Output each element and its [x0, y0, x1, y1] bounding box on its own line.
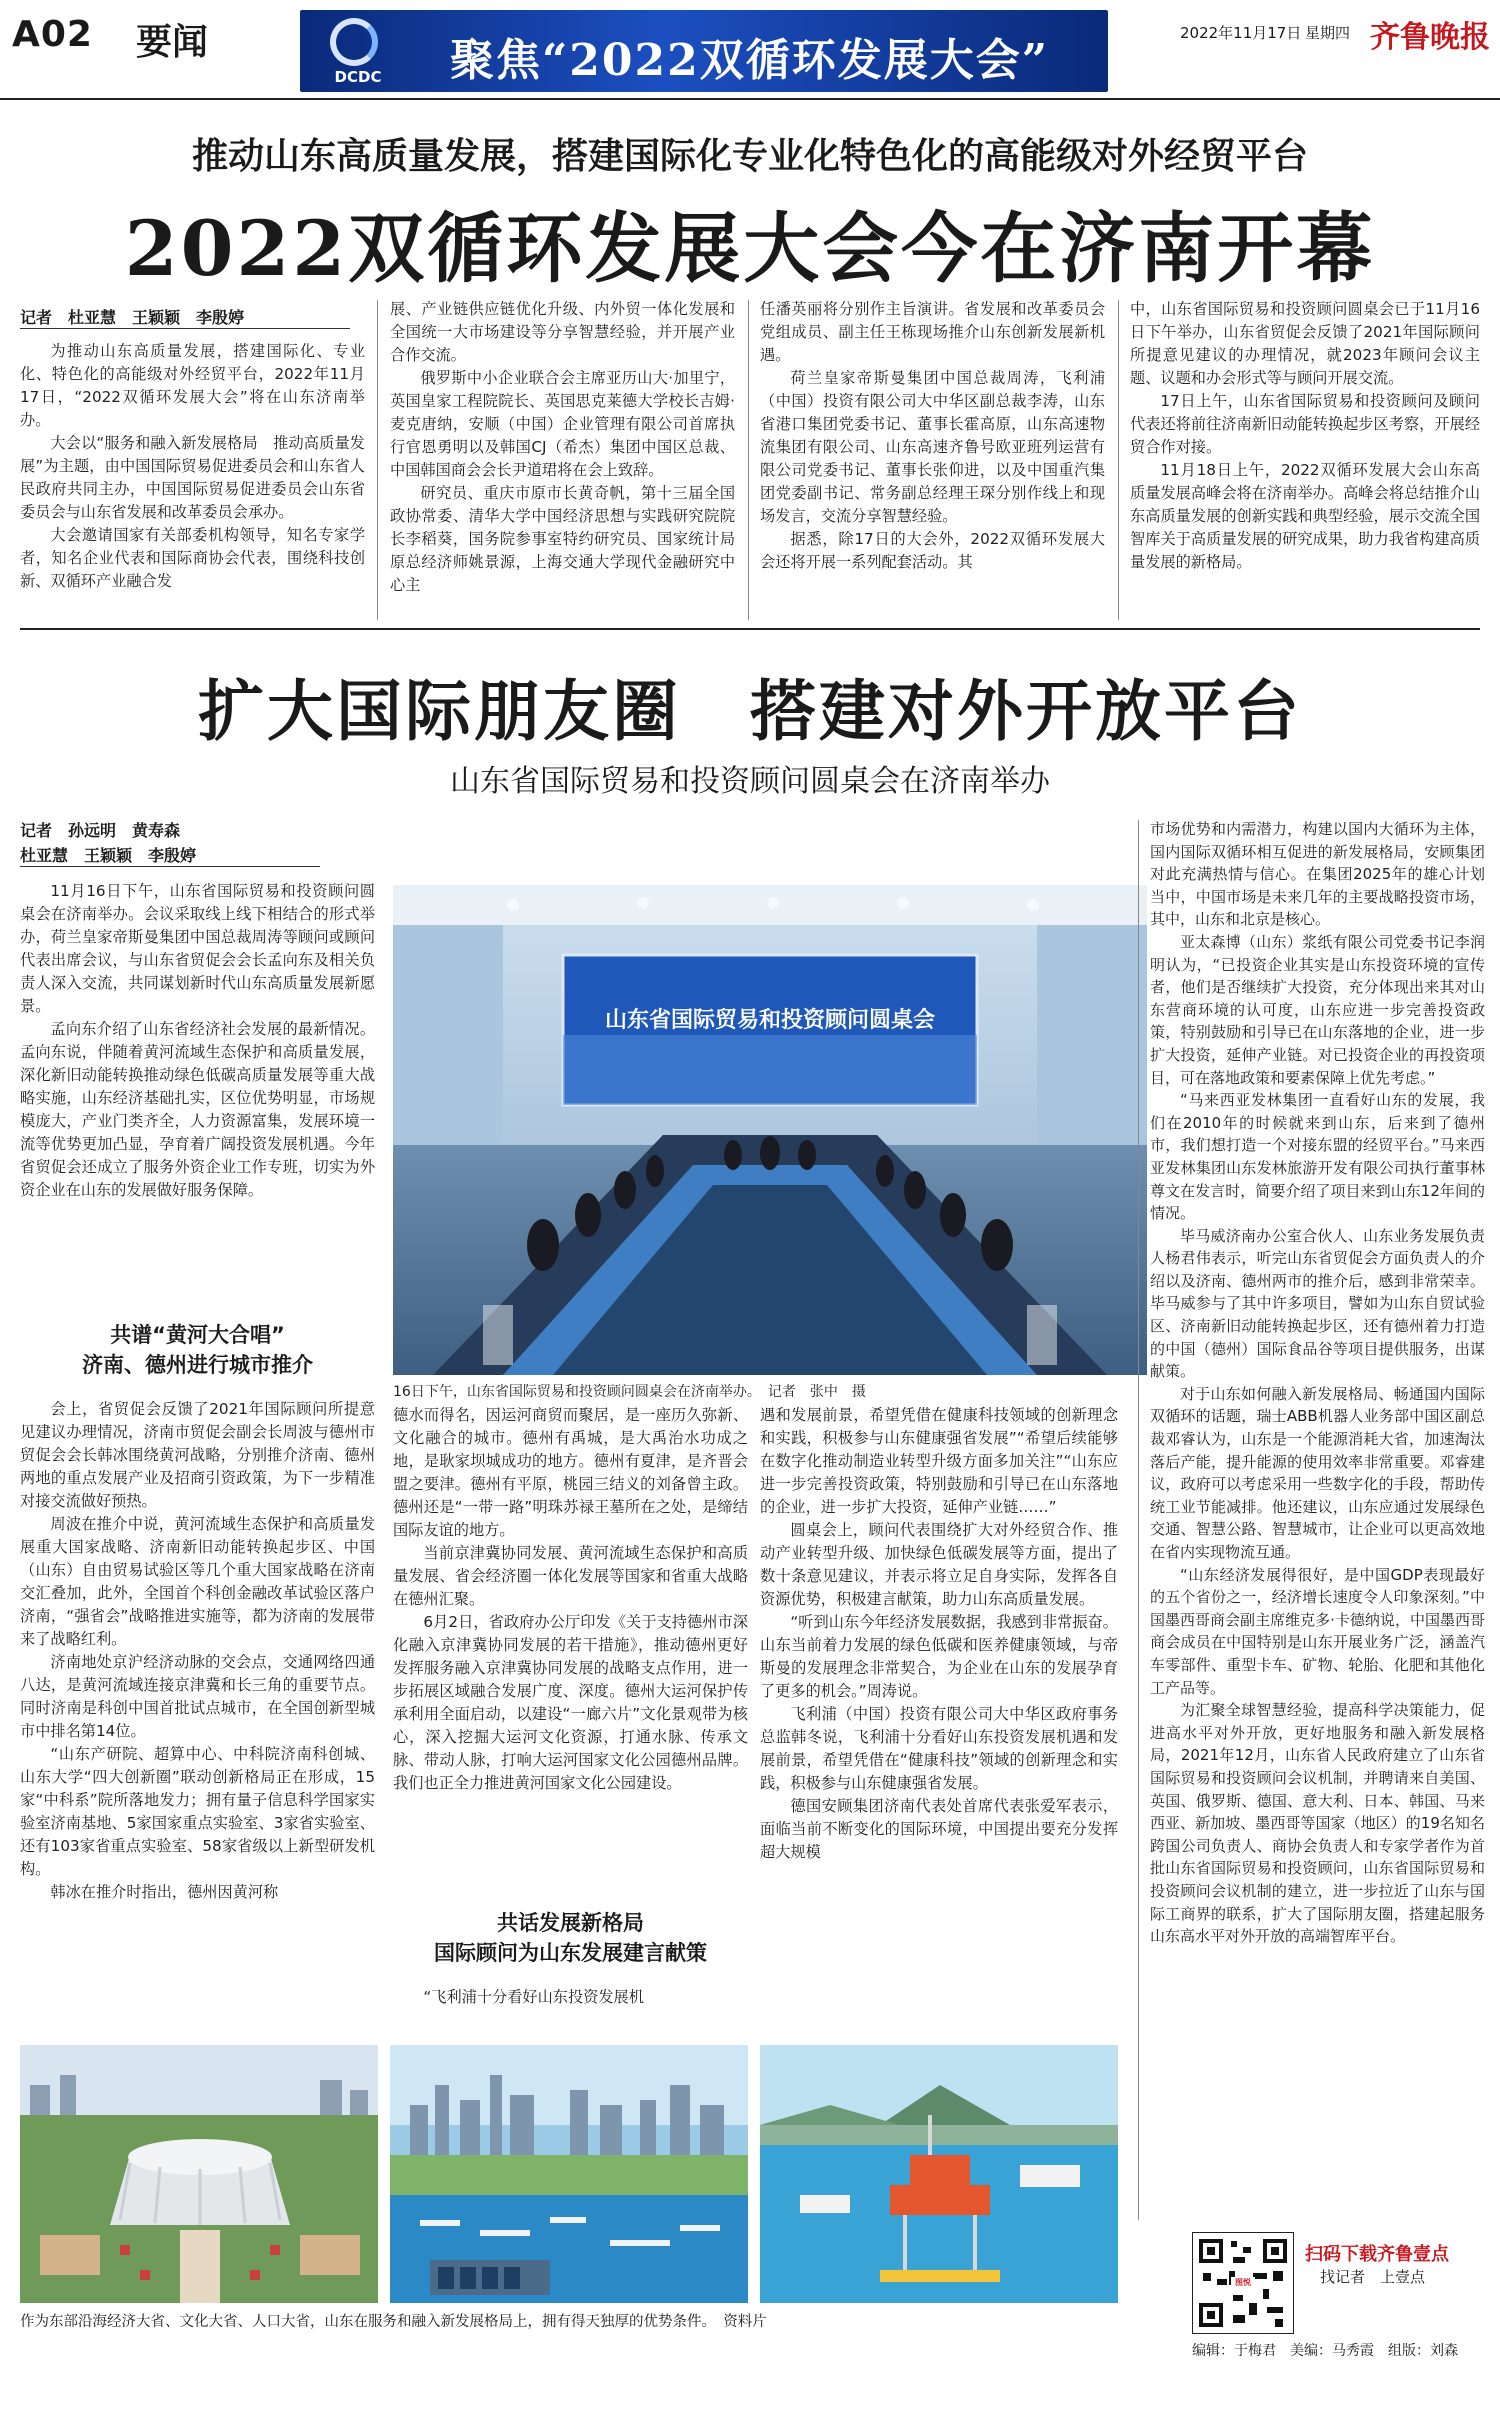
paragraph: 周波在推介中说，黄河流域生态保护和高质量发展重大国家战略、济南新旧动能转换起步区、中国（山东）自由贸易试验区等几个重大国家战略在济南交汇叠加，此外，全国首个科创金融改革试验区落户济南，“强省会”战略推进实施等，都为济南的发展带来了战略红利。: [20, 1515, 375, 1648]
issue-date: 2022年11月17日: [1180, 24, 1302, 42]
paragraph: 为汇聚全球智慧经验，提高科学决策能力，促进高水平对外开放，更好地服务和融入新发展格局，2021年12月，山东省人民政府建立了山东省国际贸易和投资顾问会议机制，并聘请来自美国、英国、俄罗斯、德国、意大利、日本、韩国、马来西亚、新加坡、墨西哥等国家（地区）的19名知名跨国公司负责人、商协会负责人和专家学者作为首批山东省国际贸易和投资顾问，山东省国际贸易和投资顾问会议机制的建立，进一步拉近了山东与国际工商界的联系，扩大了国际朋友圈，搭建起服务山东高水平对外开放的高端智库平台。: [1150, 1701, 1485, 1946]
editor-credits: 编辑：于梅君 美编：马秀霞 组版：刘森: [1192, 2343, 1458, 2359]
qr-subtitle: 找记者 上壹点: [1320, 2268, 1426, 2286]
paragraph: “马来西亚发林集团一直看好山东的发展，我们在2010年的时候就来到山东，后来到了德州市，我们想打造一个对接东盟的经贸平台。”马来西亚发林集团山东发林旅游开发有限公司执行董事林尊文在发言时，简要介绍了项目来到山东12年间的情况。: [1150, 1091, 1485, 1223]
paragraph: 任潘英丽将分别作主旨演讲。省发展和改革委员会党组成员、副主任王栋现场推介山东创新发展新机遇。: [760, 300, 1105, 364]
paragraph: 大会以“服务和融入新发展格局 推动高质量发展”为主题，由中国国际贸易促进委员会和山东省人民政府共同主办，中国国际贸易促进委员会山东省委员会与山东省发展和改革委员会承办。: [20, 434, 365, 521]
paragraph: “山东产研院、超算中心、中科院济南科创城、山东大学“四大创新圈”联动创新格局正在形成，15家“中科系”院所落地发力；拥有量子信息科学国家实验室济南基地、5家国家重点实验室、3家省实验室、还有103家省重点实验室、58家省级以上新型研发机构。: [20, 1745, 375, 1878]
paragraph: 为推动山东高质量发展，搭建国际化、专业化、特色化的高能级对外经贸平台，2022年11月17日，“2022双循环发展大会”将在山东济南举办。: [20, 342, 365, 429]
paragraph: 11月18日上午，2022双循环发展大会山东高质量发展高峰会将在济南举办。高峰会将总结推介山东高质量发展的创新实践和典型经验，展示交流全国智库关于高质量发展的研究成果，助力我省构建高质量发展的新格局。: [1130, 461, 1480, 571]
paragraph: 德国安顾集团济南代表处首席代表张爱军表示，面临当前不断变化的国际环境，中国提出要充分发挥超大规模: [760, 1797, 1118, 1861]
article1-byline: 记者 杜亚慧 王颖颖 李殷婷: [20, 308, 245, 327]
photo-caption: 16日下午，山东省国际贸易和投资顾问圆桌会在济南举办。 记者 张中 摄: [393, 1384, 866, 1400]
article2-column-2-bottom: [393, 1404, 748, 1795]
column-divider: [748, 300, 749, 620]
paragraph: 市场优势和内需潜力，构建以国内大循环为主体，国内国际双循环相互促进的新发展格局，安顾集团对此充满热情与信心。在集团2025年的雄心计划当中，中国市场是未来几年的主要战略投资市场，其中，山东和北京是核心。: [1150, 820, 1485, 929]
article2-column-4: [1150, 818, 1485, 1948]
byline-underline: [20, 328, 350, 329]
paragraph: 德水而得名，因运河商贸而聚居，是一座历久弥新、文化融合的城市。德州有禹城，是大禹治水功成之地，是耿家坝城成功的地方。德州有夏津，是齐晋会盟之要津。德州有平原，桃园三结义的刘备曾主政。德州还是“一带一路”明珠苏禄王墓所在之处，是缔结国际友谊的地方。: [393, 1406, 748, 1539]
paragraph: 俄罗斯中小企业联合会主席亚历山大·加里宁，英国皇家工程院院长、英国思克莱德大学校长吉姆·麦克唐纳，安顺（中国）企业管理有限公司首席执行官恩勇明以及韩国CJ（希杰）集团中国区总裁、中国韩国商会会长尹道珺将在会上致辞。: [390, 369, 735, 479]
subhead-2-line-1: 共话发展新格局: [497, 1911, 644, 1935]
page-number: A02: [12, 14, 93, 55]
article2-title: 扩大国际朋友圈 搭建对外开放平台: [198, 672, 1302, 750]
paragraph: 会上，省贸促会反馈了2021年国际顾问所提意见建议办理情况，济南市贸促会副会长周波与德州市贸促会会长韩冰围绕黄河战略，分别推介济南、德州两地的重点发展产业及招商引资政策，为下一步精准对接交流做好预热。: [20, 1400, 375, 1510]
screen-title: 山东省国际贸易和投资顾问圆桌会: [604, 1008, 935, 1033]
dcdc-logo-text: DCDC: [334, 68, 382, 86]
article1-column-3: [760, 298, 1105, 574]
paragraph: 中，山东省国际贸易和投资顾问圆桌会已于11月16日下午举办，山东省贸促会反馈了2021年国际顾问所提意见建议的办理情况，就2023年顾问会议主题、议题和办会形式等与顾问开展交流。: [1130, 300, 1480, 387]
bottom-photo-caption: 作为东部沿海经济大省、文化大省、人口大省，山东在服务和融入新发展格局上，拥有得天独厚的优势条件。 资料片: [20, 2314, 767, 2330]
paragraph: 孟向东介绍了山东省经济社会发展的最新情况。孟向东说，伴随着黄河流域生态保护和高质量发展，深化新旧动能转换推动绿色低碳高质量发展等重大战略实施，山东经济基础扎实，区位优势明显，市场规模庞大，产业门类齐全，人力资源富集，发展环境一流等优势更加凸显，孕育着广阔投资发展机遇。今年省贸促会还成立了服务外资企业工作专班，切实为外资企业在山东的发展做好服务保障。: [20, 1020, 375, 1199]
roundtable-photo: [393, 885, 1147, 1375]
paragraph: 韩冰在推介时指出，德州因黄河称: [50, 1883, 279, 1901]
coastal-city-graphic: [390, 2045, 748, 2303]
banner-title: 聚焦“2022双循环发展大会”: [450, 35, 1050, 86]
qr-center-label: 图悦: [1235, 2278, 1251, 2287]
article2-column-1-top: [20, 880, 375, 1202]
paragraph: 大会邀请国家有关部委机构领导，知名专家学者，知名企业代表和国际商协会代表，围绕科技创新、双循环产业融合发: [20, 526, 365, 590]
stadium-aerial-photo: [20, 2045, 378, 2303]
article1-column-2: [390, 298, 735, 597]
byline-underline: [20, 866, 320, 867]
qr-title: 扫码下载齐鲁壹点: [1305, 2244, 1449, 2265]
header-divider: [0, 98, 1500, 100]
coastal-city-photo: [390, 2045, 748, 2303]
paragraph: 6月2日，省政府办公厅印发《关于支持德州市深化融入京津冀协同发展的若干措施》，推动德州更好发挥服务融入京津冀协同发展的战略支点作用，进一步拓展区域融合发展广度、深度。德州大运河保护传承利用全面启动，以建设“一廊六片”文化景观带为核心，深入挖掘大运河文化资源，打通水脉、传承文脉、带动人脉，打响大运河国家文化公园德州品牌。我们也正全力推进黄河国家文化公园建设。: [393, 1613, 748, 1792]
subhead-2-line-2: 国际顾问为山东发展建言献策: [434, 1941, 707, 1965]
event-banner: [300, 10, 1108, 92]
paragraph: 荷兰皇家帝斯曼集团中国总裁周涛，飞利浦（中国）投资有限公司大中华区副总裁李涛，山东省港口集团党委书记、董事长霍高原，山东高速物流集团有限公司、山东高速齐鲁号欧亚班列运营有限公司党委书记、董事长张仰进，以及中国重汽集团党委副书记、常务副总经理王琛分别作线上和现场发言，交流分享智慧经验。: [760, 369, 1105, 525]
subhead-1-line-2: 济南、德州进行城市推介: [82, 1353, 313, 1377]
paragraph: 对于山东如何融入新发展格局、畅通国内国际双循环的话题，瑞士ABB机器人业务部中国区副总裁邓睿认为，山东是一个能源消耗大省，加速淘汰落后产能，提升能源的使用效率非常重要。邓睿建议，政府可以考虑采用一些数字化的手段，帮助传统工业节能减排。他还建议，山东应通过发展绿色交通、智慧公路、智慧城市，让企业可以更高效地在省内实现物流互通。: [1150, 1384, 1485, 1561]
subhead-2: [393, 1908, 748, 1968]
subhead-1-line-1: 共谱“黄河大合唱”: [110, 1323, 285, 1347]
paragraph: 据悉，除17日的大会外，2022双循环发展大会还将开展一系列配套活动。其: [760, 530, 1105, 571]
paragraph: “飞利浦十分看好山东投资发展机: [423, 1988, 644, 2006]
paragraph: 圆桌会上，顾问代表围绕扩大对外经贸合作、推动产业转型升级、加快绿色低碳发展等方面，提出了数十条意见建议，并表示将立足自身实际，发挥各自资源优势，积极建言献策，助力山东高质量发展。: [760, 1521, 1118, 1608]
article2-column-3-bottom: [760, 1404, 1118, 1864]
paragraph: “山东经济发展得很好，是中国GDP表现最好的五个省份之一，经济增长速度令人印象深刻。”中国墨西哥商会副主席维克多·卡德纳说，中国墨西哥商会成员在中国特别是山东开展业务广泛，涵盖汽车零部件、重型卡车、矿物、轮胎、化肥和其他化工产品等。: [1150, 1565, 1485, 1697]
newspaper-logo: 齐鲁晚报: [1370, 20, 1490, 55]
article1-column-1: [20, 340, 365, 593]
article1-column-4: [1130, 298, 1480, 574]
paragraph: 遇和发展前景，希望凭借在健康科技领域的创新理念和实践，积极参与山东健康强省发展”“希望后续能够在数字化推动制造业转型升级方面多加关注”“山东应进一步完善投资政策，特别鼓励和引导已在山东落地的企业，进一步扩大投资，延伸产业链……”: [760, 1406, 1118, 1516]
article2-subtitle: 山东省国际贸易和投资顾问圆桌会在济南举办: [450, 764, 1050, 799]
paragraph: 研究员、重庆市原市长黄奇帆，第十三届全国政协常委、清华大学中国经济思想与实践研究院院长李稻葵，国务院参事室特约研究员、国家统计局原总经济师姚景源，上海交通大学现代金融研究中心主: [390, 484, 735, 594]
article2-byline-1: 记者 孙远明 黄寿森: [20, 821, 181, 840]
paragraph: 毕马威济南办公室合伙人、山东业务发展负责人杨君伟表示，听完山东省贸促会方面负责人的介绍以及济南、德州两市的推介后，感到非常荣幸。毕马威参与了其中许多项目，譬如为山东自贸试验区、济南新旧动能转换起步区，还有德州着力打造的中国（德州）国际食品谷等项目提供服务，出谋献策。: [1150, 1226, 1485, 1381]
paragraph: 17日上午，山东省国际贸易和投资顾问及顾问代表还将前往济南新旧动能转换起步区考察，开展经贸合作对接。: [1130, 392, 1480, 456]
issue-weekday: 星期四: [1305, 24, 1351, 42]
article1-title: 2022双循环发展大会今在济南开幕: [124, 204, 1376, 293]
qr-code[interactable]: [1192, 2232, 1294, 2334]
column-divider: [377, 300, 378, 620]
paragraph: 展、产业链供应链优化升级、内外贸一体化发展和全国统一大市场建设等分享智慧经验，并开展产业合作交流。: [390, 300, 735, 364]
offshore-platform-graphic: [760, 2045, 1118, 2303]
article2-column-1-bottom: [20, 1398, 375, 1904]
section-divider: [20, 628, 1480, 630]
paragraph: 11月16日下午，山东省国际贸易和投资顾问圆桌会在济南举办。会议采取线上线下相结合的形式举办，荷兰皇家帝斯曼集团中国总裁周涛等顾问或顾问代表出席会议，与山东省贸促会会长孟向东及相关负责人深入交流，共同谋划新时代山东高质量发展新愿景。: [20, 882, 375, 1015]
article2-byline-2: 杜亚慧 王颖颖 李殷婷: [20, 846, 197, 865]
roundtable-photo-graphic: [393, 885, 1147, 1375]
article1-kicker: 推动山东高质量发展，搭建国际化专业化特色化的高能级对外经贸平台: [191, 136, 1308, 177]
paragraph: 飞利浦（中国）投资有限公司大中华区政府事务总监韩冬说，飞利浦十分看好山东投资发展机遇和发展前景，希望凭借在“健康科技”领域的创新理念和实践，积极参与山东健康强省发展。: [760, 1705, 1118, 1792]
paragraph: “听到山东今年经济发展数据，我感到非常振奋。山东当前着力发展的绿色低碳和医养健康领域，与帝斯曼的发展理念非常契合，为企业在山东的发展孕育了更多的机会。”周涛说。: [760, 1613, 1118, 1700]
column-divider: [1118, 300, 1119, 620]
paragraph: 济南地处京沪经济动脉的交会点，交通网络四通八达，是黄河流域连接京津冀和长三角的重要节点。同时济南是科创中国首批试点城市，在全国创新型城市中排名第14位。: [20, 1653, 375, 1740]
offshore-platform-photo: [760, 2045, 1118, 2303]
section-name: 要闻: [136, 22, 209, 63]
stadium-aerial-graphic: [20, 2045, 378, 2303]
article2-column-2-tail: [393, 1986, 748, 2009]
paragraph: 亚太森博（山东）浆纸有限公司党委书记李润明认为，“已投资企业其实是山东投资环境的宣传者，他们是否继续扩大投资，充分体现出来其对山东营商环境的认可度，山东应进一步完善投资政策，特别鼓励和引导已在山东落地的企业，进一步扩大投资，延伸产业链。对已投资企业的再投资项目，可在落地政策和要素保障上优先考虑。”: [1150, 932, 1485, 1087]
subhead-1: [20, 1320, 375, 1380]
paragraph: 当前京津冀协同发展、黄河流域生态保护和高质量发展、省会经济圈一体化发展等国家和省重大战略在德州汇聚。: [393, 1544, 748, 1608]
dcdc-logo: [318, 18, 398, 84]
column-divider: [1138, 820, 1139, 2220]
